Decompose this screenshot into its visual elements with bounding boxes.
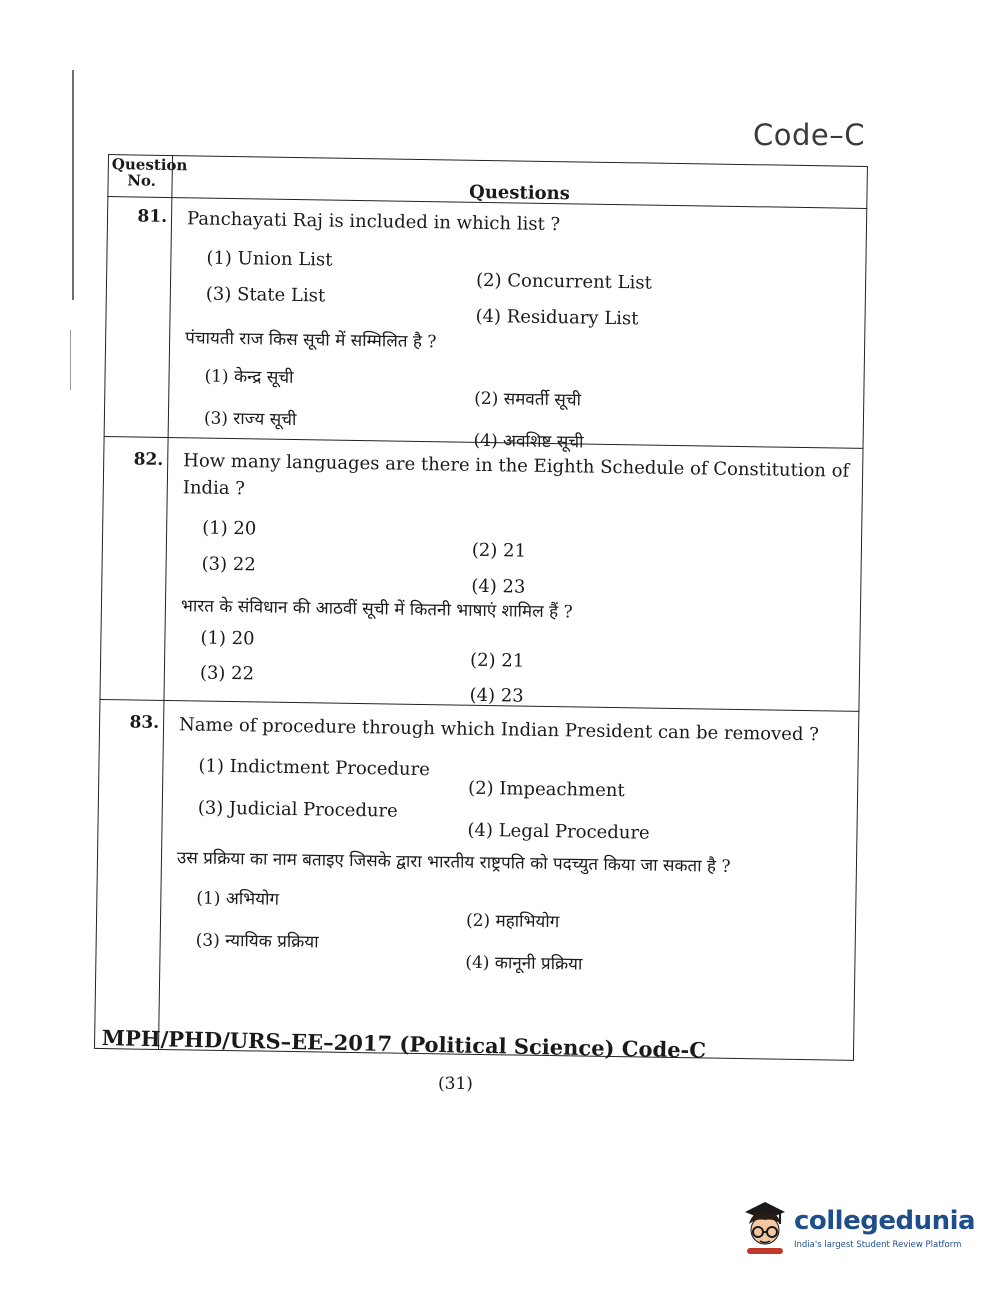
option-hi: (3) 22 bbox=[199, 662, 255, 685]
option-en: (4) 23 bbox=[471, 575, 526, 598]
option-hi: (3) राज्य सूची bbox=[203, 408, 297, 431]
option-hi: (2) महाभियोग bbox=[465, 910, 560, 933]
question-number: 82. bbox=[133, 449, 164, 470]
scan-edge-mark bbox=[70, 330, 71, 390]
collegedunia-logo bbox=[735, 1198, 975, 1258]
option-hi: (1) केन्द्र सूची bbox=[204, 366, 294, 388]
question-text-en: Panchayati Raj is included in which list ? bbox=[186, 208, 561, 236]
option-en: (2) Impeachment bbox=[467, 777, 625, 802]
question-text-en: How many languages are there in the Eighth Schedule of Constitution of India ? bbox=[182, 450, 850, 500]
option-en: (3) Judicial Procedure bbox=[197, 797, 398, 822]
option-hi: (4) कानूनी प्रक्रिया bbox=[465, 952, 583, 975]
option-hi: (2) समवर्ती सूची bbox=[474, 388, 582, 411]
paper-code: Code–C bbox=[753, 118, 865, 152]
option-hi: (1) 20 bbox=[200, 627, 255, 650]
option-en: (3) State List bbox=[205, 283, 326, 307]
question-text-hi: पंचायती राज किस सूची में सम्मिलित है ? bbox=[185, 328, 437, 353]
option-hi: (4) 23 bbox=[469, 684, 524, 707]
option-en: (1) Union List bbox=[206, 247, 333, 271]
question-text-hi: भारत के संविधान की आठवीं सूची में कितनी भाषाएं शामिल हैं ? bbox=[180, 596, 573, 623]
option-hi: (3) न्यायिक प्रक्रिया bbox=[195, 930, 319, 953]
option-hi: (1) अभियोग bbox=[196, 888, 280, 910]
option-en: (2) Concurrent List bbox=[475, 269, 652, 294]
header-questions: Questions bbox=[468, 181, 571, 205]
mascot-icon bbox=[735, 1198, 791, 1258]
scan-edge-mark bbox=[72, 70, 74, 300]
option-hi: (2) 21 bbox=[469, 649, 525, 672]
option-en: (1) 20 bbox=[202, 517, 257, 540]
option-hi: (4) अवशिष्ट सूची bbox=[473, 430, 584, 453]
question-number: 83. bbox=[129, 712, 160, 733]
brand-name: collegedunia bbox=[794, 1206, 976, 1236]
option-en: (3) 22 bbox=[201, 553, 256, 576]
brand-tagline: India's largest Student Review Platform bbox=[794, 1240, 962, 1250]
option-en: (4) Residuary List bbox=[475, 305, 639, 330]
header-question-no: Question No. bbox=[111, 155, 188, 190]
question-table bbox=[94, 154, 868, 1061]
option-en: (2) 21 bbox=[471, 539, 527, 562]
question-text-en: Name of procedure through which Indian President can be removed ? bbox=[178, 714, 819, 746]
question-number: 81. bbox=[137, 206, 168, 227]
paper-footer: MPH/PHD/URS–EE–2017 (Political Science) Code-C bbox=[101, 1025, 707, 1063]
question-text-hi: उस प्रक्रिया का नाम बताइए जिसके द्वारा भारतीय राष्ट्रपति को पदच्युत किया जा सकता है ? bbox=[176, 848, 731, 877]
option-en: (1) Indictment Procedure bbox=[198, 755, 431, 781]
option-en: (4) Legal Procedure bbox=[467, 819, 650, 844]
page-number: (31) bbox=[438, 1074, 473, 1094]
